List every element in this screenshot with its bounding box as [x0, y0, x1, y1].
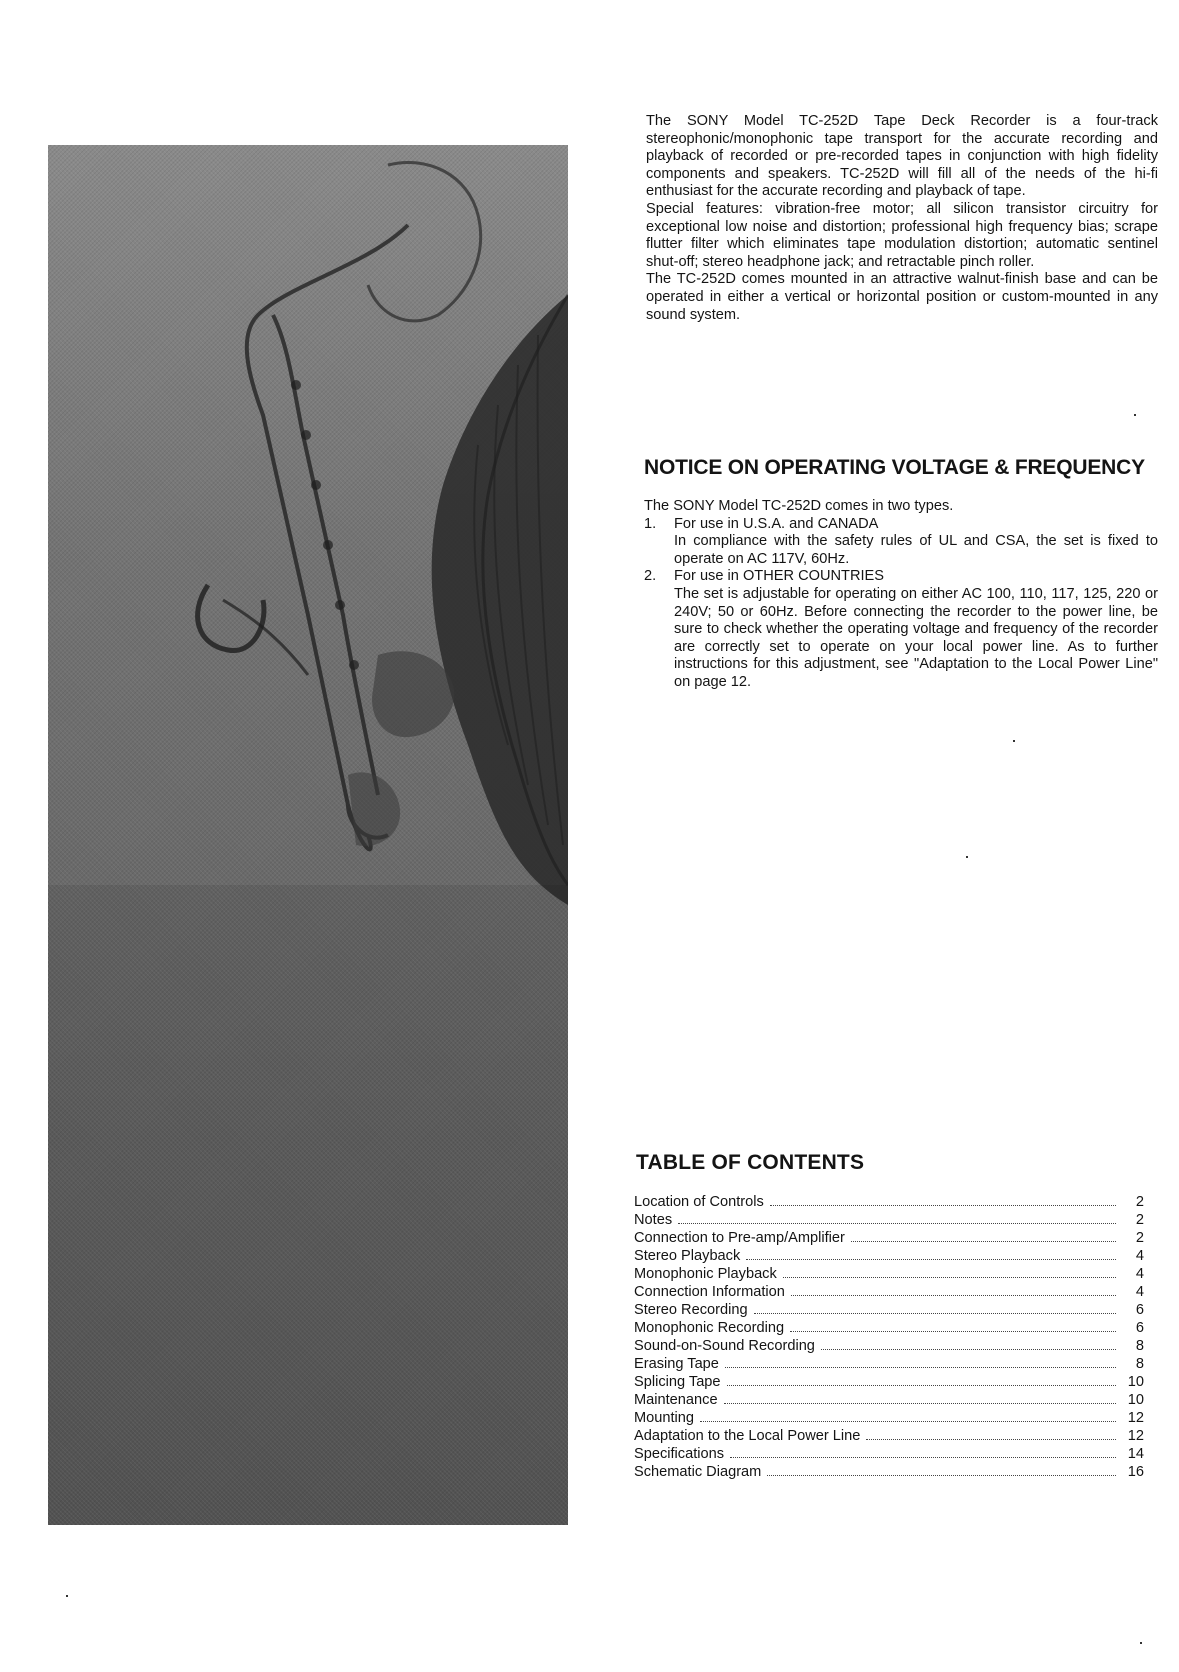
toc-entry — [634, 1391, 1144, 1409]
saxophone-player-photo — [48, 145, 568, 1525]
notice-item-title: For use in U.S.A. and CANADA — [674, 515, 879, 532]
toc-entry — [634, 1301, 1144, 1319]
toc-entry — [634, 1229, 1144, 1247]
toc-entry — [634, 1427, 1144, 1445]
toc-entry-page: 2 — [1135, 1230, 1144, 1246]
toc-leader-dots — [724, 1403, 1116, 1404]
toc-entry-title: Adaptation to the Local Power Line — [634, 1428, 861, 1444]
toc-entry-page: 2 — [1135, 1194, 1144, 1210]
toc-entry-title: Connection to Pre-amp/Amplifier — [634, 1230, 845, 1246]
toc-entry-title: Monophonic Playback — [634, 1266, 777, 1282]
toc-entry-title: Maintenance — [634, 1392, 718, 1408]
toc-entry — [634, 1409, 1144, 1427]
toc-leader-dots — [746, 1259, 1116, 1260]
toc-entry — [634, 1283, 1144, 1301]
toc-entry — [634, 1355, 1144, 1373]
toc-entry-title: Splicing Tape — [634, 1374, 721, 1390]
toc-entry — [634, 1463, 1144, 1481]
toc-entry-title: Monophonic Recording — [634, 1320, 785, 1336]
toc-entry-page: 2 — [1135, 1212, 1144, 1228]
intro-paragraph-1: The SONY Model TC-252D Tape Deck Recorder is a four-track stereophonic/monophonic tape transport for the accurate recording and playback of recorded or pre-recorded tapes in conjunction with high fidelity components and speakers. TC-252D will fill all of the needs of the hi-fi enthusiast for the accurate recording and playback of tape. — [646, 113, 1158, 200]
scan-speck — [1140, 1642, 1142, 1644]
toc-entry — [634, 1337, 1144, 1355]
toc-leader-dots — [700, 1421, 1116, 1422]
toc-entry — [634, 1445, 1144, 1463]
notice-item-title: For use in OTHER COUNTRIES — [674, 568, 885, 585]
scan-speck — [966, 856, 968, 858]
scan-speck — [1013, 740, 1015, 742]
intro-paragraph-3: The TC-252D comes mounted in an attractive walnut-finish base and can be operated in either a vertical or horizontal position or custom-mounted in any sound system. — [646, 271, 1158, 323]
toc-leader-dots — [851, 1241, 1116, 1242]
toc-entry-page: 10 — [1127, 1374, 1144, 1390]
notice-item — [644, 568, 1158, 691]
toc-leader-dots — [678, 1223, 1116, 1224]
notice-heading: NOTICE ON OPERATING VOLTAGE & FREQUENCY — [644, 456, 1145, 479]
table-of-contents — [634, 1193, 1144, 1481]
toc-leader-dots — [821, 1349, 1116, 1350]
toc-entry — [634, 1319, 1144, 1337]
toc-heading: TABLE OF CONTENTS — [636, 1151, 865, 1174]
toc-leader-dots — [790, 1331, 1116, 1332]
scan-speck — [1134, 414, 1136, 416]
toc-entry-page: 6 — [1135, 1302, 1144, 1318]
toc-entry-title: Mounting — [634, 1410, 695, 1426]
notice-item-number: 2. — [644, 568, 657, 585]
notice-item — [644, 516, 1158, 569]
intro-paragraph-2: Special features: vibration-free motor; all silicon transistor circuitry for exceptional low noise and distortion; professional high frequency bias; scrape flutter filter which eliminates tape modulation distortion; automatic sentinel shut-off; stereo headphone jack; and retractable pinch roller. — [646, 200, 1158, 270]
notice-item-detail: In compliance with the safety rules of UL and CSA, the set is fixed to operate on AC 117V, 60Hz. — [674, 533, 1158, 567]
toc-entry — [634, 1373, 1144, 1391]
toc-entry — [634, 1247, 1144, 1265]
toc-leader-dots — [730, 1457, 1116, 1458]
notice-section — [644, 498, 1158, 692]
toc-leader-dots — [725, 1367, 1116, 1368]
toc-entry — [634, 1193, 1144, 1211]
saxophone-illustration — [48, 145, 568, 1525]
toc-entry-page: 4 — [1135, 1284, 1144, 1300]
toc-entry-title: Sound-on-Sound Recording — [634, 1338, 815, 1354]
toc-entry-page: 10 — [1127, 1392, 1144, 1408]
toc-entry-title: Erasing Tape — [634, 1356, 719, 1372]
toc-entry-page: 8 — [1135, 1338, 1144, 1354]
toc-entry-title: Stereo Recording — [634, 1302, 748, 1318]
toc-entry-page: 12 — [1127, 1428, 1144, 1444]
toc-entry-title: Stereo Playback — [634, 1248, 741, 1264]
toc-leader-dots — [791, 1295, 1116, 1296]
intro-section — [646, 113, 1158, 324]
notice-list — [644, 516, 1158, 692]
toc-entry-page: 16 — [1127, 1464, 1144, 1480]
notice-item-detail: The set is adjustable for operating on either AC 100, 110, 117, 125, 220 or 240V; 50 or 60Hz. Before connecting the recorder to the power line, be sure to check whether the operating voltage and frequency of the recorder are correctly set to operate on your local power line. As to further instructions for this adjustment, see "Adaptation to the Local Power Line" on page 12. — [674, 585, 1158, 690]
toc-entry-page: 8 — [1135, 1356, 1144, 1372]
toc-entry-title: Connection Information — [634, 1284, 785, 1300]
toc-entry-page: 12 — [1127, 1410, 1144, 1426]
toc-entry-title: Location of Controls — [634, 1194, 764, 1210]
toc-entry-page: 14 — [1127, 1446, 1144, 1462]
toc-entry-page: 6 — [1135, 1320, 1144, 1336]
toc-entry-page: 4 — [1135, 1266, 1144, 1282]
toc-entry — [634, 1211, 1144, 1229]
toc-leader-dots — [767, 1475, 1116, 1476]
toc-entry-title: Notes — [634, 1212, 673, 1228]
toc-leader-dots — [866, 1439, 1116, 1440]
toc-leader-dots — [727, 1385, 1116, 1386]
toc-entry-title: Schematic Diagram — [634, 1464, 762, 1480]
toc-entry — [634, 1265, 1144, 1283]
notice-lead: The SONY Model TC-252D comes in two types. — [644, 498, 954, 514]
notice-item-number: 1. — [644, 515, 657, 532]
toc-leader-dots — [754, 1313, 1116, 1314]
toc-entry-title: Specifications — [634, 1446, 725, 1462]
toc-leader-dots — [783, 1277, 1116, 1278]
toc-leader-dots — [770, 1205, 1116, 1206]
scan-speck — [66, 1595, 68, 1597]
toc-entry-page: 4 — [1135, 1248, 1144, 1264]
